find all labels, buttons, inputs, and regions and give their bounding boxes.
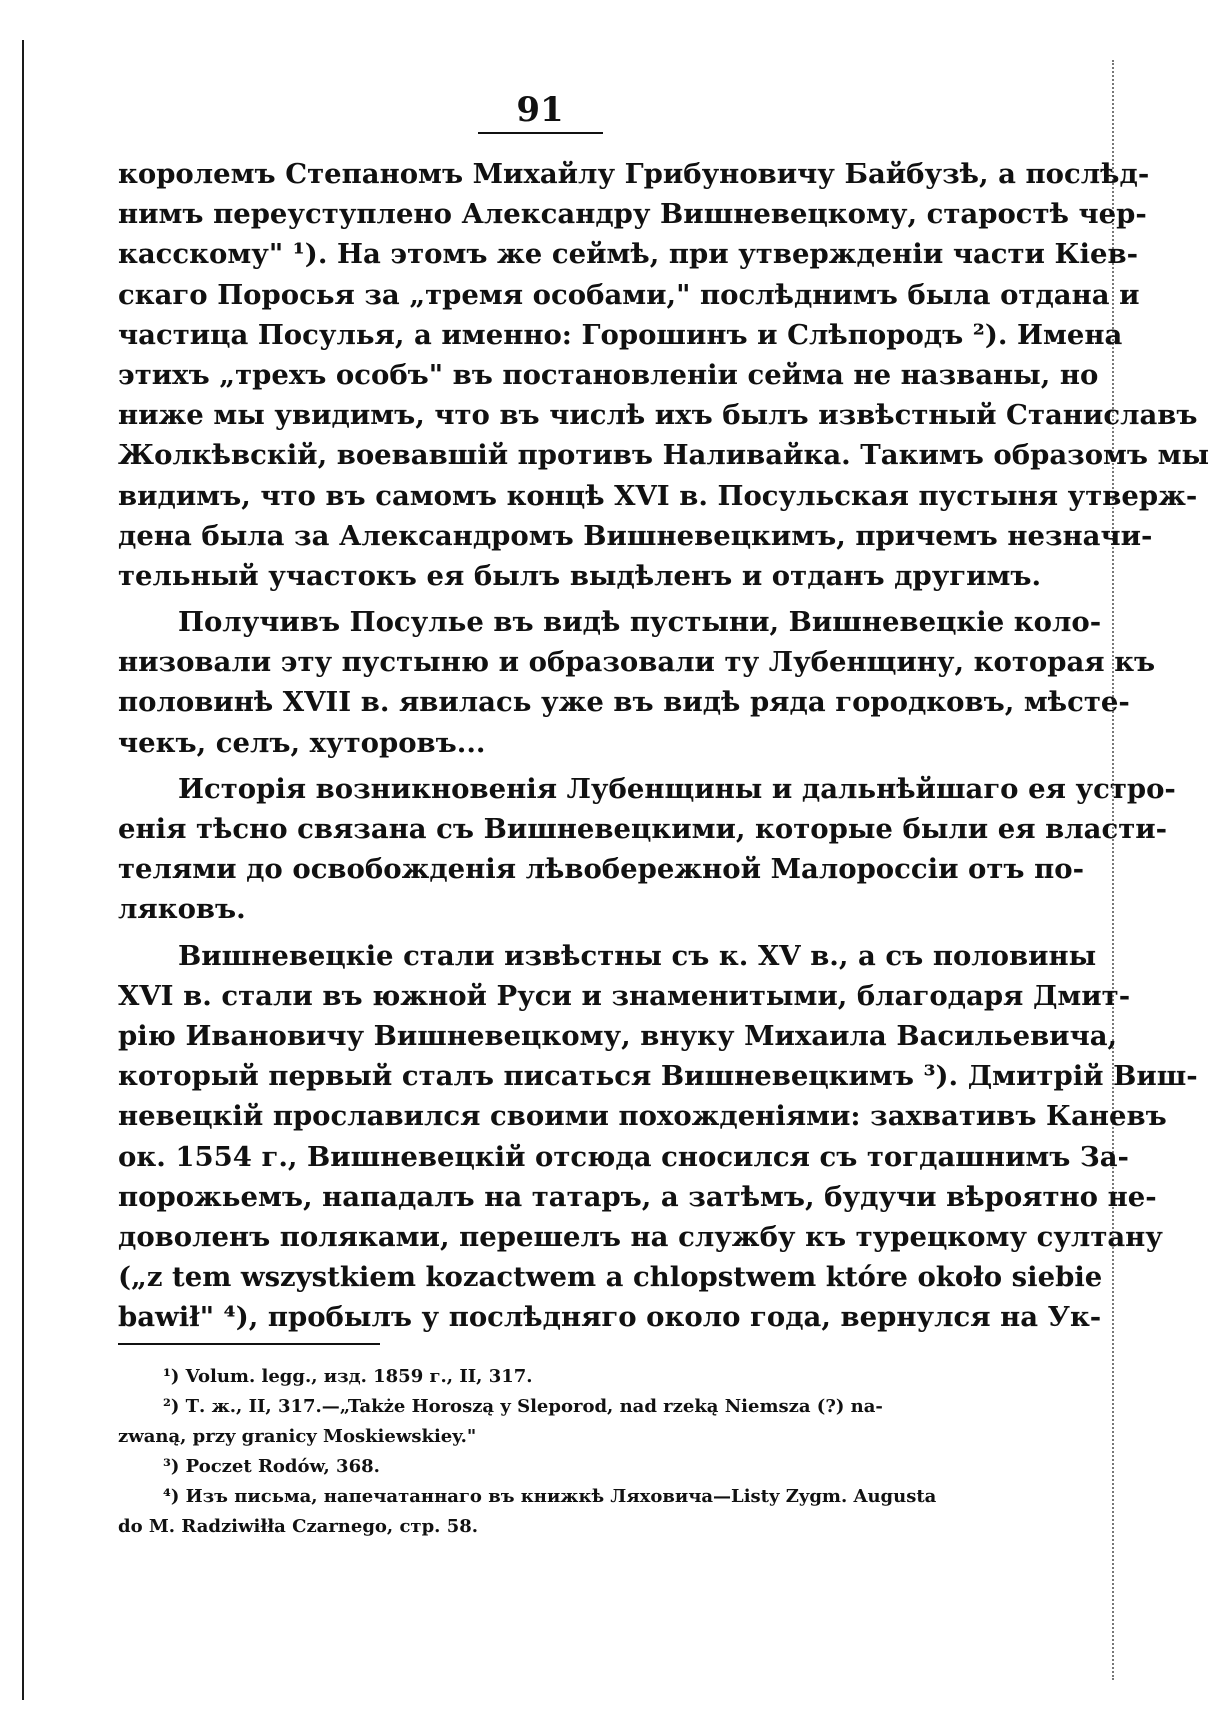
text-line: енія тѣсно связана съ Вишневецкими, которые были ея власти- <box>118 813 1168 845</box>
text-line: Вишневецкіе стали извѣстны съ к. XV в., а съ половины <box>178 939 1097 972</box>
text-line: ляковъ. <box>118 893 246 926</box>
text-line: телями до освобожденія лѣвобережной Малороссіи отъ по- <box>118 853 1084 886</box>
text-line: этихъ „трехъ особъ" въ постановленіи сейма не названы, но <box>118 358 1099 391</box>
text-line: низовали эту пустыню и образовали ту Лубенщину, которая къ <box>118 646 1156 679</box>
text-line: дена была за Александромъ Вишневецкимъ, причемъ незначи- <box>118 519 1153 552</box>
text-line: нимъ переуступлено Александру Вишневецкому, старостѣ чер- <box>118 198 1147 231</box>
footnote-divider <box>118 1343 380 1345</box>
text-line: Жолкѣвскій, воевавшій противъ Наливайка. Такимъ образомъ мы <box>118 439 1209 472</box>
text-line: королемъ Степаномъ Михайлу Грибуновичу Байбузѣ, а послѣд- <box>118 158 1150 190</box>
page-left-edge <box>22 40 24 1700</box>
text-line: bawił" ⁴), пробылъ у послѣдняго около года, вернулся на Ук- <box>118 1301 1102 1334</box>
footnote-line: ³) Poczet Rodów, 368. <box>163 1456 380 1477</box>
text-line: невецкій прославился своими похожденіями: захвативъ Каневъ <box>118 1100 1167 1133</box>
footnotes <box>118 1362 968 1542</box>
text-line: видимъ, что въ самомъ концѣ XVI в. Посульская пустыня утверж- <box>118 479 1198 512</box>
footnote-line: do M. Radziwiłła Czarnego, стр. 58. <box>118 1516 479 1537</box>
text-line: чекъ, селъ, хуторовъ... <box>118 726 486 759</box>
footnote-line: ²) Т. ж., II, 317.—„Także Horoszą y Sleporod, nad rzeką Niemsza (?) na- <box>163 1396 883 1417</box>
text-line: касскому" ¹). На этомъ же сеймѣ, при утвержденіи части Кіев- <box>118 238 1138 271</box>
text-line: Исторія возникновенія Лубенщины и дальнѣйшаго ея устро- <box>178 772 1176 805</box>
footnote-line: ⁴) Изъ письма, напечатаннаго въ книжкѣ Ляховича—Listy Zygm. Augusta <box>163 1486 937 1507</box>
body-text <box>118 154 1209 1337</box>
text-line: который первый сталъ писаться Вишневецкимъ ³). Дмитрій Виш- <box>118 1060 1198 1093</box>
page-number-rule <box>478 132 603 134</box>
text-line: доволенъ поляками, перешелъ на службу къ турецкому султану <box>118 1220 1163 1253</box>
footnote-line: zwaną, przy granicy Moskiewskiey." <box>118 1426 477 1447</box>
text-line: порожьемъ, нападалъ на татаръ, а затѣмъ, будучи вѣроятно не- <box>118 1180 1157 1213</box>
text-line: рію Ивановичу Вишневецкому, внуку Михаила Васильевича, <box>118 1019 1118 1052</box>
text-line: ниже мы увидимъ, что въ числѣ ихъ былъ извѣстный Станиславъ <box>118 399 1198 432</box>
text-line: тельный участокъ ея былъ выдѣленъ и отданъ другимъ. <box>118 559 1042 592</box>
text-line: ок. 1554 г., Вишневецкій отсюда сносился съ тогдашнимъ За- <box>118 1140 1129 1173</box>
footnote-line: ¹) Volum. legg., изд. 1859 г., II, 317. <box>163 1366 533 1387</box>
page-number: 91 <box>516 90 564 130</box>
text-line: („z tem wszystkiem kozactwem a chlopstwem które około siebie <box>118 1261 1103 1294</box>
text-line: частица Посулья, а именно: Горошинъ и Слѣпородъ ²). Имена <box>118 318 1123 351</box>
text-line: половинѣ XVII в. явилась уже въ видѣ ряда городковъ, мѣсте- <box>118 686 1130 719</box>
text-line: скаго Поросья за „тремя особами," послѣднимъ была отдана и <box>118 278 1140 311</box>
text-line: Получивъ Посулье въ видѣ пустыни, Вишневецкіе коло- <box>178 606 1102 639</box>
text-line: XVI в. стали въ южной Руси и знаменитыми, благодаря Дмит- <box>118 979 1131 1012</box>
